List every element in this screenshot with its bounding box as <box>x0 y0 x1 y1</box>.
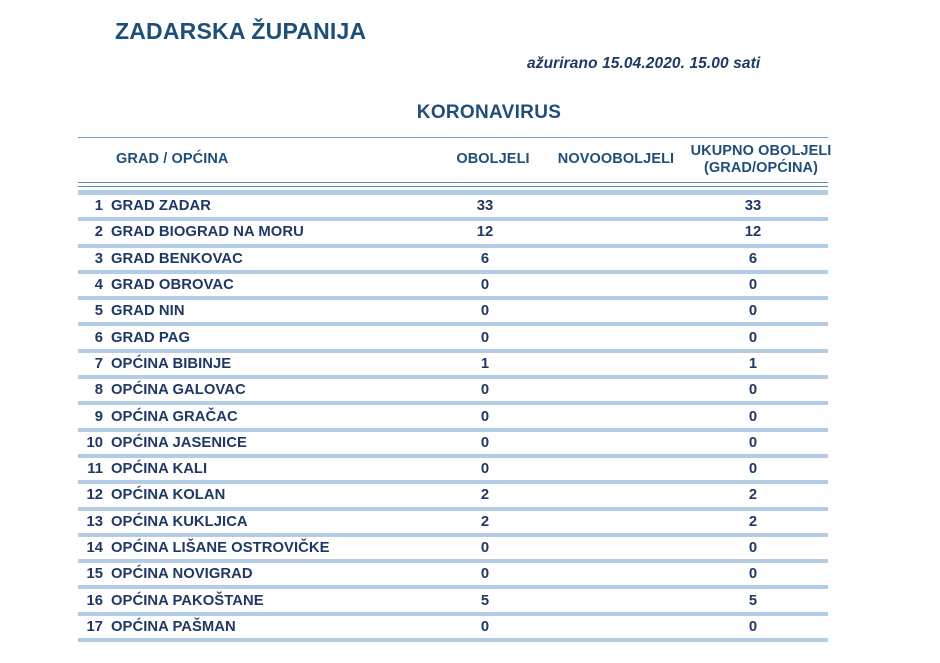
cases-value: 2 <box>480 513 490 530</box>
total-cases-value: 0 <box>748 461 758 478</box>
table-row <box>78 563 828 585</box>
total-cases-value: 2 <box>748 513 758 530</box>
page-title: ZADARSKA ŽUPANIJA <box>115 18 367 44</box>
cases-value: 2 <box>480 487 490 504</box>
municipality-name: GRAD OBROVAC <box>111 277 234 294</box>
row-index: 16 <box>86 592 103 609</box>
table-row <box>78 195 828 217</box>
total-cases-value: 33 <box>744 198 762 215</box>
municipality-name: OPĆINA JASENICE <box>111 434 247 451</box>
table-row <box>78 616 828 638</box>
row-index: 11 <box>87 461 103 478</box>
municipality-name: OPĆINA GRAČAC <box>111 408 238 425</box>
cases-value: 1 <box>480 355 490 372</box>
row-index: 15 <box>86 566 103 583</box>
cases-value: 12 <box>476 224 494 241</box>
cases-value: 0 <box>480 382 490 399</box>
table-row <box>78 221 828 243</box>
row-index: 1 <box>94 198 103 215</box>
table-row <box>78 405 828 427</box>
total-cases-value: 0 <box>748 566 758 583</box>
row-index: 12 <box>86 487 103 504</box>
total-cases-value: 0 <box>748 303 758 320</box>
municipality-name: OPĆINA LIŠANE OSTROVIČKE <box>111 540 330 556</box>
municipality-name: GRAD ZADAR <box>111 198 211 215</box>
cases-value: 0 <box>480 540 490 556</box>
total-cases-value: 12 <box>744 224 762 241</box>
column-header-cases: OBOLJELI <box>456 151 530 168</box>
row-index: 5 <box>94 303 103 320</box>
municipality-name: OPĆINA GALOVAC <box>111 382 246 399</box>
row-separator <box>78 638 828 642</box>
municipality-name: OPĆINA KUKLJICA <box>111 513 248 530</box>
total-cases-value: 0 <box>748 434 758 451</box>
total-cases-value: 0 <box>748 329 758 346</box>
table-header-row <box>78 138 832 182</box>
municipality-name: GRAD NIN <box>111 303 185 320</box>
table-row <box>78 300 828 322</box>
total-cases-value: 1 <box>748 355 758 372</box>
cases-value: 0 <box>480 434 490 451</box>
table-row <box>78 432 828 454</box>
row-index: 3 <box>94 250 103 267</box>
cases-value: 0 <box>480 566 490 583</box>
table-row <box>78 589 828 611</box>
municipality-name: OPĆINA BIBINJE <box>111 355 232 372</box>
cases-value: 5 <box>480 592 490 609</box>
row-index: 9 <box>94 408 103 425</box>
total-cases-value: 5 <box>748 592 758 609</box>
cases-value: 0 <box>480 618 490 635</box>
total-cases-value: 6 <box>748 250 758 267</box>
row-index: 10 <box>86 434 103 451</box>
total-cases-value: 0 <box>748 618 758 635</box>
cases-value: 6 <box>480 250 490 267</box>
row-index: 2 <box>94 224 103 241</box>
table-row <box>78 326 828 348</box>
table-body <box>78 195 828 642</box>
cases-value: 33 <box>476 198 494 215</box>
table-row <box>78 274 828 296</box>
document-title <box>0 102 940 124</box>
municipality-name: GRAD PAG <box>111 329 191 346</box>
column-header-municipality: GRAD / OPĆINA <box>116 151 229 168</box>
column-header-new-cases: NOVOOBOLJELI <box>557 151 675 168</box>
table-row <box>78 353 828 375</box>
municipality-name: OPĆINA NOVIGRAD <box>111 566 253 583</box>
municipality-name: GRAD BENKOVAC <box>111 250 243 267</box>
cases-table <box>78 137 832 642</box>
cases-value: 0 <box>480 277 490 294</box>
total-cases-value: 0 <box>748 382 758 399</box>
row-index: 8 <box>94 382 103 399</box>
total-cases-value: 0 <box>748 408 758 425</box>
column-header-total-cases <box>686 143 836 177</box>
table-row <box>78 248 828 270</box>
row-index: 17 <box>86 618 103 635</box>
row-index: 6 <box>94 329 103 346</box>
table-row <box>78 458 828 480</box>
municipality-name: OPĆINA KOLAN <box>111 487 226 504</box>
column-header-total-cases-line1: UKUPNO OBOLJELI <box>690 142 832 159</box>
total-cases-value: 0 <box>748 540 758 556</box>
municipality-name: OPĆINA KALI <box>111 461 208 478</box>
total-cases-value: 2 <box>748 487 758 504</box>
cases-value: 0 <box>480 303 490 320</box>
last-updated-timestamp: ažurirano 15.04.2020. 15.00 sati <box>527 55 761 72</box>
row-index: 13 <box>86 513 103 530</box>
table-row <box>78 511 828 533</box>
row-index: 14 <box>86 540 103 556</box>
cases-value: 0 <box>480 461 490 478</box>
column-header-total-cases-line2: (GRAD/OPĆINA) <box>703 160 819 176</box>
municipality-name: OPĆINA PAŠMAN <box>111 618 236 635</box>
row-index: 7 <box>94 355 103 372</box>
row-index: 4 <box>94 277 103 294</box>
total-cases-value: 0 <box>748 277 758 294</box>
cases-value: 0 <box>480 408 490 425</box>
table-row <box>78 484 828 506</box>
municipality-name: GRAD BIOGRAD NA MORU <box>111 224 304 241</box>
cases-value: 0 <box>480 329 490 346</box>
table-row <box>78 537 828 559</box>
table-header-double-rule <box>78 182 828 187</box>
municipality-name: OPĆINA PAKOŠTANE <box>111 592 264 609</box>
document-title-text: KORONAVIRUS <box>416 102 562 123</box>
table-row <box>78 379 828 401</box>
